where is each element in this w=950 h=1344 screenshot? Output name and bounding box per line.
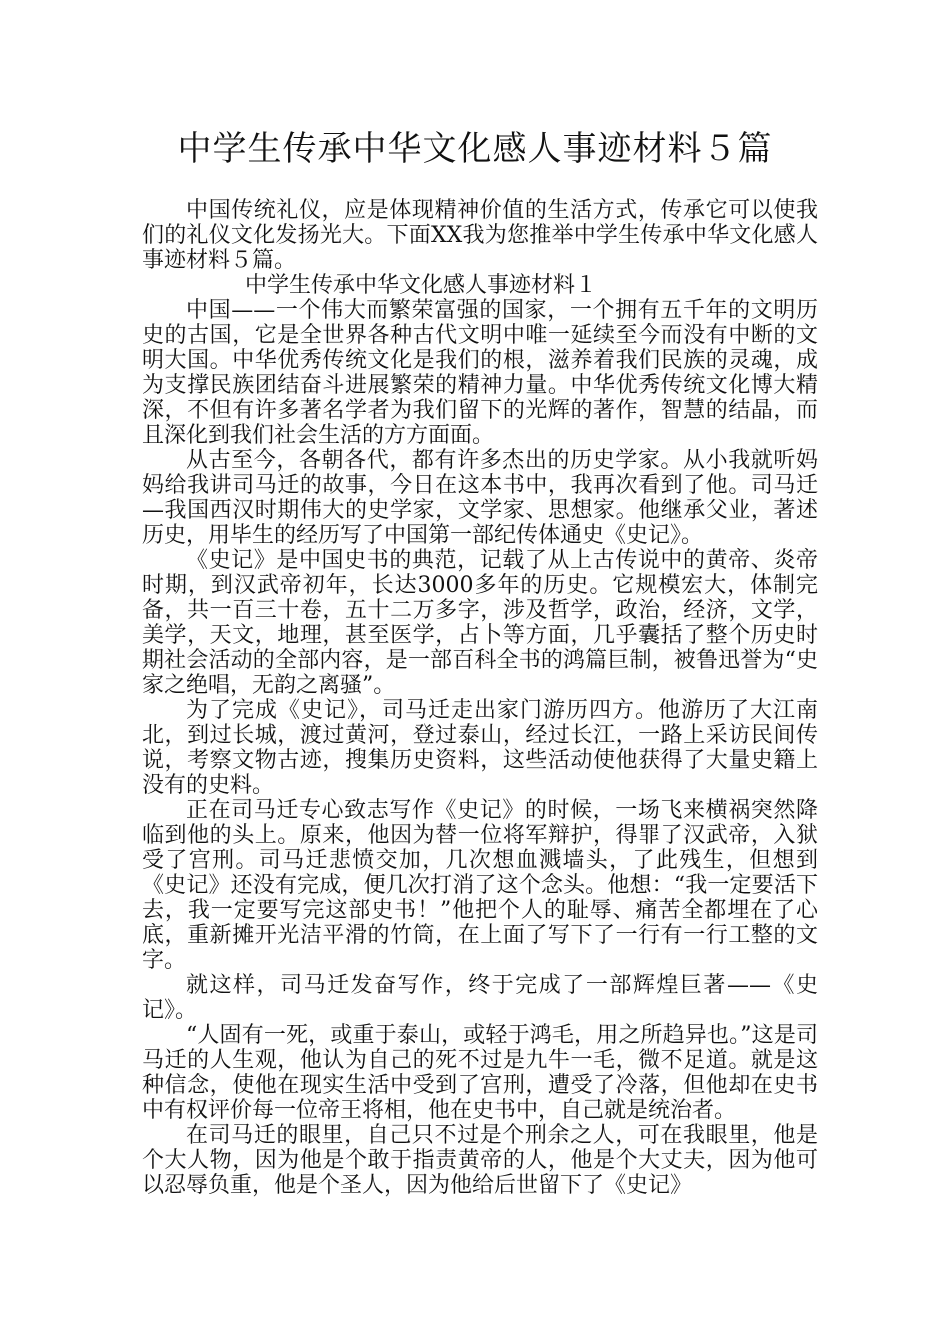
section-heading: 中学生传承中华文化感人事迹材料１ <box>245 273 598 298</box>
body-paragraph-7: “人固有一死，或重于泰山，或轻于鸿毛，用之所趋异也。”这是司马迁的人生观，他认为自己的死不过是九牛一毛，微不足道。就是这种信念，使他在现实生活中受到了宫刑，遭受了冷落，但他却在史书中有权评价每一位帝王将相，他在史书中，自己就是统治者。 <box>142 1023 818 1123</box>
document-title: 中学生传承中华文化感人事迹材料５篇 <box>177 129 773 169</box>
document-body <box>142 198 818 1198</box>
body-paragraph-5: 正在司马迁专心致志写作《史记》的时候，一场飞来横祸突然降临到他的头上。原来，他因为替一位将军辩护，得罪了汉武帝，入狱受了宫刑。司马迁悲愤交加，几次想血溅墙头，了此残生，但想到《史记》还没有完成，便几次打消了这个念头。他想：“我一定要活下去，我一定要写完这部史书！”他把个人的耻辱、痛苦全都埋在了心底，重新摊开光洁平滑的竹筒，在上面了写下了一行有一行工整的文字。 <box>142 798 818 973</box>
body-paragraph-4: 为了完成《史记》，司马迁走出家门游历四方。他游历了大江南北，到过长城，渡过黄河，登过泰山，经过长江，一路上采访民间传说，考察文物古迹，搜集历史资料，这些活动使他获得了大量史籍上没有的史料。 <box>142 698 818 798</box>
body-paragraph-3: 《史记》是中国史书的典范，记载了从上古传说中的黄帝、炎帝时期，到汉武帝初年，长达3000多年的历史。它规模宏大，体制完备，共一百三十卷，五十二万多字，涉及哲学，政治，经济，文学，美学，天文，地理，甚至医学，占卜等方面，几乎囊括了整个历史时期社会活动的全部内容，是一部百科全书的鸿篇巨制，被鲁迅誉为“史家之绝唱，无韵之离骚”。 <box>142 548 818 698</box>
intro-paragraph: 中国传统礼仪，应是体现精神价值的生活方式，传承它可以使我们的礼仪文化发扬光大。下面XX我为您推举中学生传承中华文化感人事迹材料５篇。 <box>142 198 818 273</box>
body-paragraph-2: 从古至今，各朝各代，都有许多杰出的历史学家。从小我就听妈妈给我讲司马迁的故事，今日在这本书中，我再次看到了他。司马迁—我国西汉时期伟大的史学家，文学家、思想家。他继承父业，著述历史，用毕生的经历写了中国第一部纪传体通史《史记》。 <box>142 448 818 548</box>
body-paragraph-6: 就这样，司马迁发奋写作，终于完成了一部辉煌巨著——《史记》。 <box>142 973 818 1023</box>
body-paragraph-1: 中国——一个伟大而繁荣富强的国家，一个拥有五千年的文明历史的古国，它是全世界各种古代文明中唯一延续至今而没有中断的文明大国。中华优秀传统文化是我们的根，滋养着我们民族的灵魂，成为支撑民族团结奋斗进展繁荣的精神力量。中华优秀传统文化博大精深，不但有许多著名学者为我们留下的光辉的著作，智慧的结晶，而且深化到我们社会生活的方方面面。 <box>142 298 818 448</box>
body-paragraph-8: 在司马迁的眼里，自己只不过是个刑余之人，可在我眼里，他是个大人物，因为他是个敢于指责黄帝的人，他是个大丈夫，因为他可以忍辱负重，他是个圣人，因为他给后世留下了《史记》 <box>142 1123 818 1198</box>
